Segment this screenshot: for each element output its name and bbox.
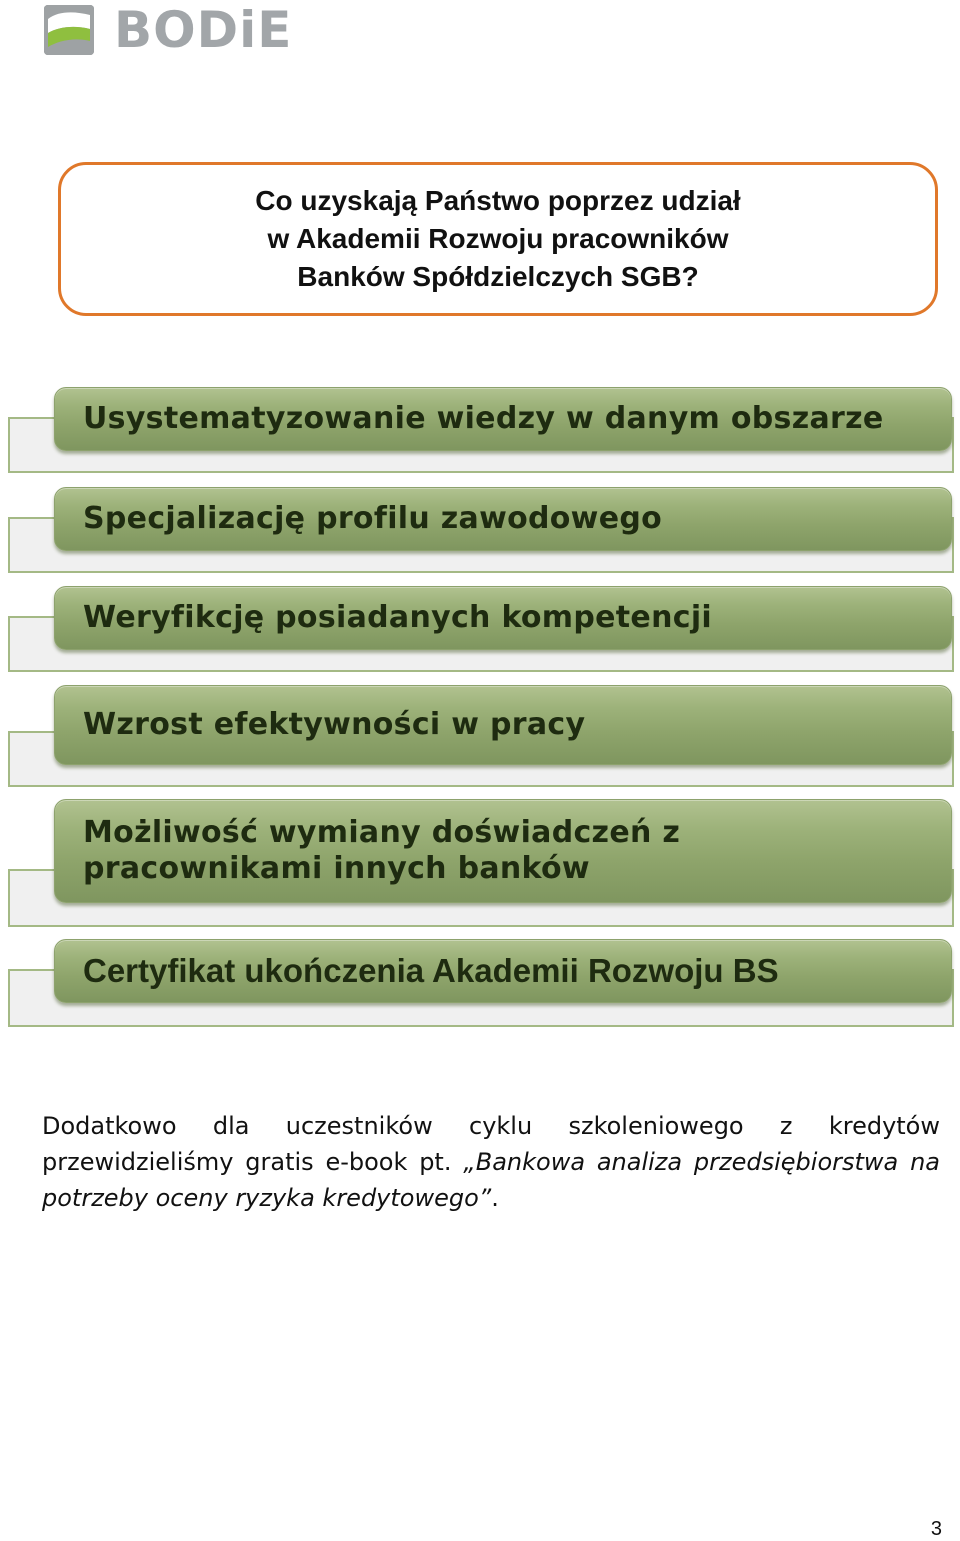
ebook-note <box>42 1108 940 1216</box>
logo <box>44 1 293 59</box>
benefit-bar <box>54 586 952 650</box>
benefit-item <box>0 487 960 577</box>
benefit-item <box>0 685 960 791</box>
benefit-label: Specjalizację profilu zawodowego <box>83 501 663 536</box>
question-line: w Akademii Rozwoju pracowników <box>267 223 729 254</box>
benefit-bar <box>54 487 952 551</box>
page-number: 3 <box>930 1518 942 1540</box>
logo-text: BODiE <box>114 1 293 59</box>
benefit-connector <box>8 417 56 419</box>
benefit-label: Wzrost efektywności w pracy <box>83 707 586 742</box>
benefit-bar <box>54 799 952 903</box>
benefit-item <box>0 387 960 477</box>
benefit-bar <box>54 685 952 765</box>
question-line: Banków Spółdzielczych SGB? <box>297 261 699 292</box>
benefit-label: Usystematyzowanie wiedzy w danym obszarze <box>83 401 884 436</box>
benefit-connector <box>8 517 56 519</box>
benefit-label: Możliwość wymiany doświadczeń z pracownikami innych banków <box>83 815 681 886</box>
note-tail: . <box>491 1184 499 1212</box>
question-box <box>58 162 938 316</box>
bodie-logo-icon <box>44 5 94 55</box>
benefit-item <box>0 939 960 1029</box>
benefit-label: Weryfikcję posiadanych kompetencji <box>83 600 712 635</box>
question-line: Co uzyskają Państwo poprzez udział <box>255 185 741 216</box>
benefit-connector <box>8 969 56 971</box>
benefit-connector <box>8 616 56 618</box>
benefit-item <box>0 799 960 931</box>
benefit-connector <box>8 869 56 871</box>
benefit-bar <box>54 939 952 1003</box>
benefit-label: Certyfikat ukończenia Akademii Rozwoju BS <box>83 952 779 989</box>
note-lead: Dodatkowo dla uczestników cyklu szkoleniowego z kredytów przewidzieliśmy gratis e-book pt. <box>42 1112 940 1176</box>
ebook-title: „Bankowa analiza przedsiębiorstwa na potrzeby oceny ryzyka kredytowego” <box>42 1148 940 1212</box>
benefit-bar <box>54 387 952 451</box>
benefit-connector <box>8 731 56 733</box>
benefit-item <box>0 586 960 676</box>
